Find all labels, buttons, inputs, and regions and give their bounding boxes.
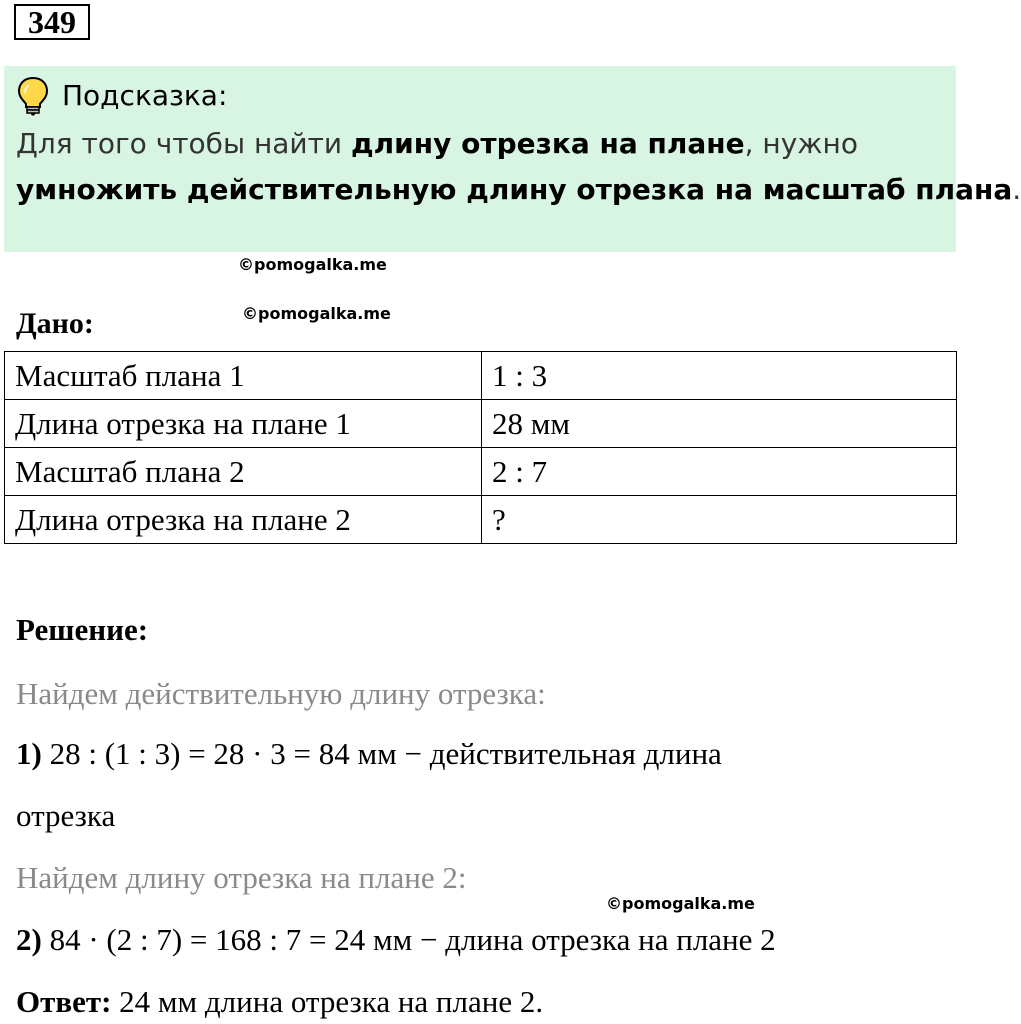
step-1 — [16, 734, 722, 774]
task-number: 349 — [14, 4, 90, 40]
table-cell-value: ? — [482, 496, 957, 544]
answer — [16, 982, 543, 1022]
step-expression: 28 : (1 : 3) = 28 · 3 = 84 мм − действительная длина — [41, 736, 722, 771]
table-row — [5, 448, 957, 496]
hint-emphasis: умножить действительную длину отрезка на масштаб плана — [16, 173, 1013, 206]
table-row — [5, 352, 957, 400]
step-number: 2) — [16, 922, 42, 957]
hint-emphasis: длину отрезка на плане — [351, 127, 745, 160]
hint-text: . — [1012, 173, 1021, 206]
table-cell-label: Длина отрезка на плане 1 — [5, 400, 482, 448]
watermark: ©pomogalka.me — [238, 255, 387, 274]
find-plan-length-text: Найдем длину отрезка на плане 2: — [16, 860, 467, 895]
hint-text: , нужно — [744, 127, 858, 160]
table-row — [5, 496, 957, 544]
table-cell-value: 1 : 3 — [482, 352, 957, 400]
table-cell-value: 28 мм — [482, 400, 957, 448]
hint-title: Подсказка: — [62, 79, 228, 112]
step-1-continued: отрезка — [16, 798, 116, 833]
step-2 — [16, 920, 776, 960]
watermark: ©pomogalka.me — [606, 894, 755, 913]
hint-line-2 — [16, 172, 1021, 208]
table-row — [5, 400, 957, 448]
given-table — [4, 351, 957, 544]
table-cell-label: Масштаб плана 1 — [5, 352, 482, 400]
find-actual-length-text: Найдем действительную длину отрезка: — [16, 676, 546, 711]
table-cell-label: Масштаб плана 2 — [5, 448, 482, 496]
hint-text: Для того чтобы найти — [16, 127, 352, 160]
step-expression: 84 · (2 : 7) = 168 : 7 = 24 мм − длина отрезка на плане 2 — [41, 922, 776, 957]
given-heading: Дано: — [16, 307, 94, 340]
lightbulb-icon — [16, 76, 50, 116]
answer-text: 24 мм длина отрезка на плане 2. — [111, 984, 544, 1019]
watermark: ©pomogalka.me — [242, 304, 391, 323]
table-cell-value: 2 : 7 — [482, 448, 957, 496]
hint-line-1 — [16, 126, 858, 162]
step-number: 1) — [16, 736, 42, 771]
table-cell-label: Длина отрезка на плане 2 — [5, 496, 482, 544]
answer-label: Ответ: — [16, 984, 112, 1019]
solution-heading: Решение: — [16, 612, 149, 647]
